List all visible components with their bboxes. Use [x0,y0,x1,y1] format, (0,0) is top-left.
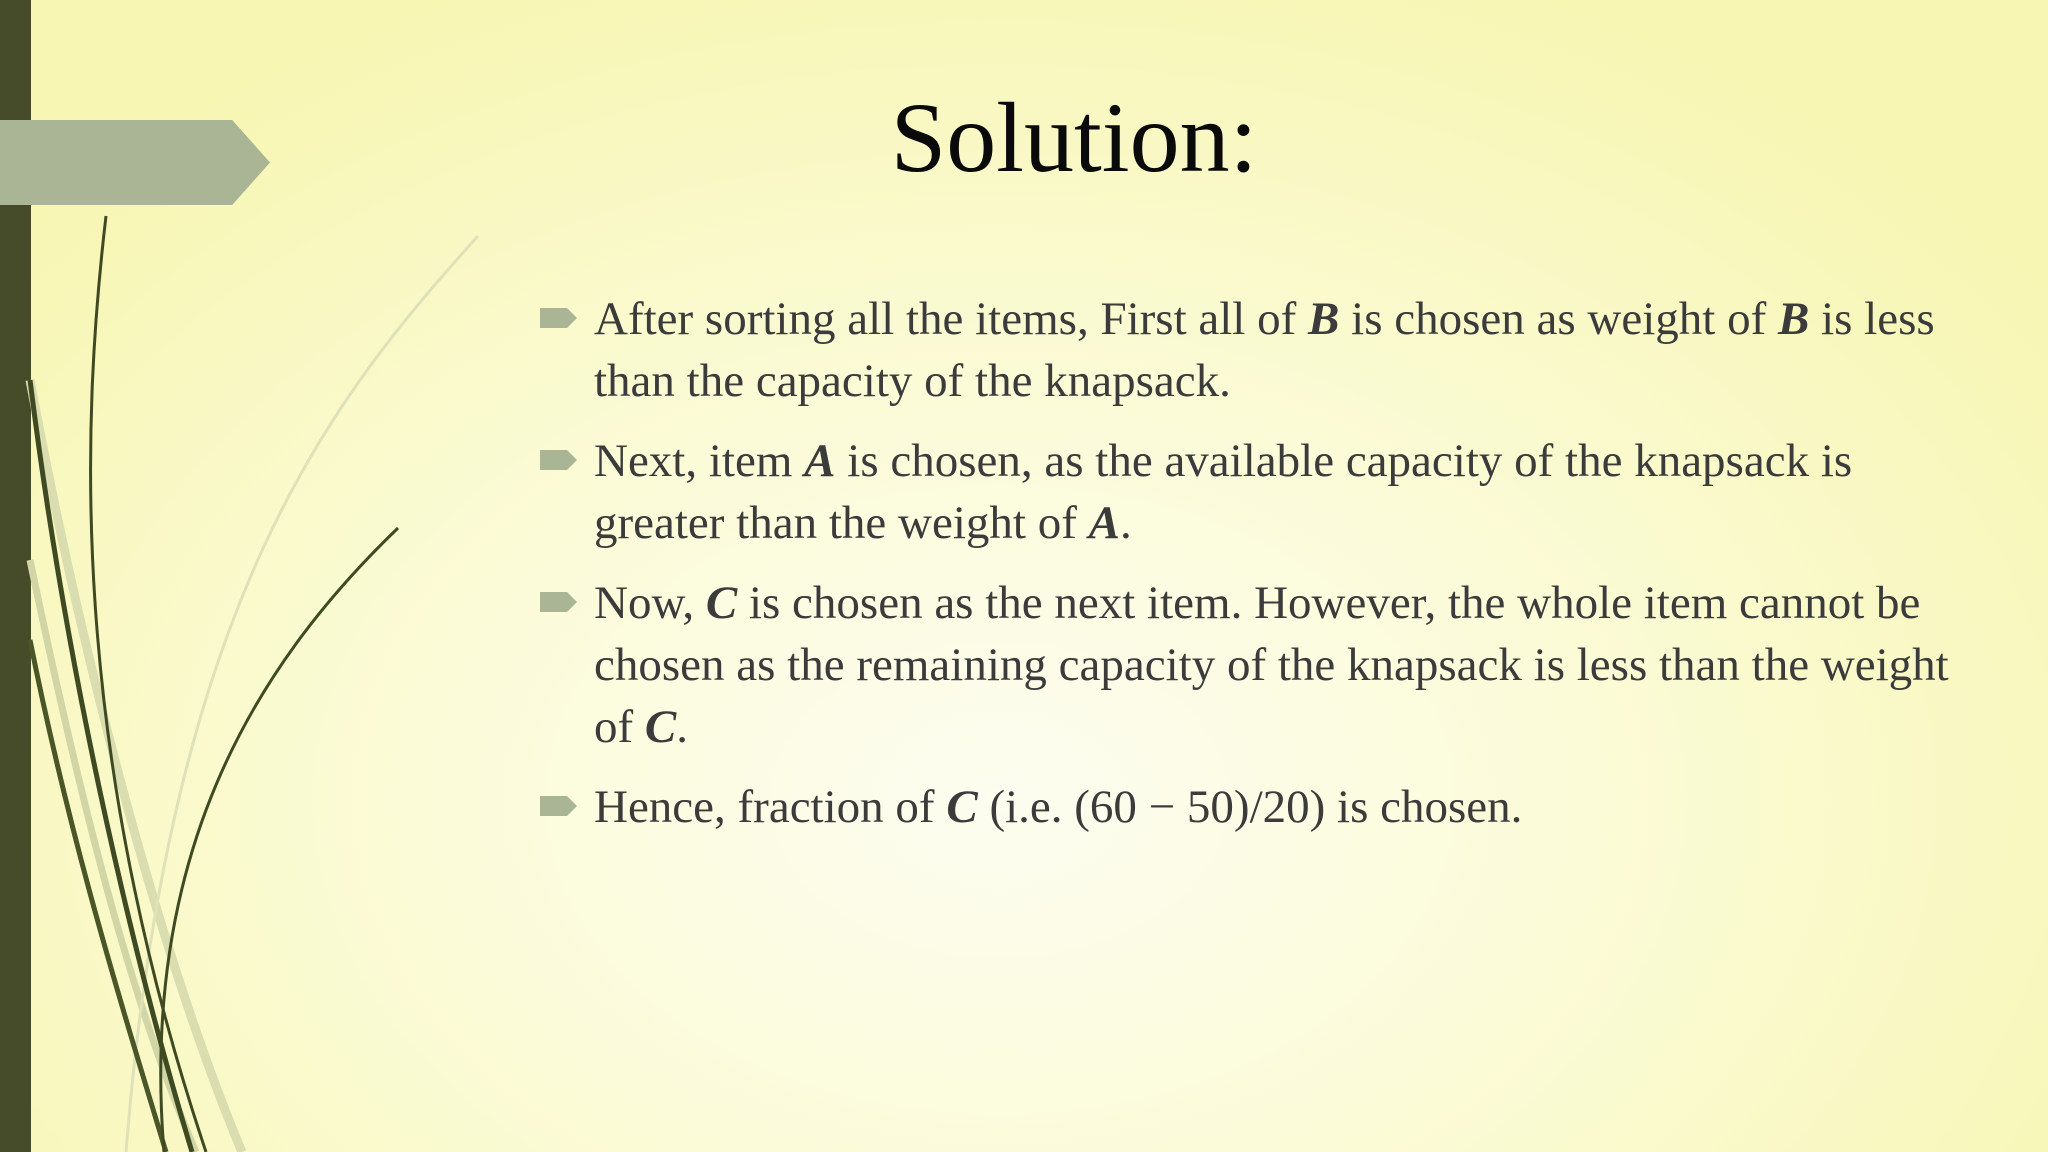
item-variable: C [946,781,978,833]
bullet-text: Now, [594,577,706,629]
item-variable: C [644,701,677,753]
bullet-text: (i.e. (60 − 50)/20) is chosen. [977,781,1523,833]
bullet-item [540,776,1980,838]
bullet-item [540,430,1980,554]
bullet-text: . [676,701,689,753]
bullet-item [540,288,1980,412]
arrow-bullet-icon [540,308,577,328]
item-variable: B [1777,293,1810,345]
bullet-text: is chosen as weight of [1339,293,1778,345]
item-variable: B [1308,293,1340,345]
bullet-text: is less than the capacity of the knapsack. [594,293,1935,407]
arrow-bullet-icon [540,796,577,816]
arrow-bullet-icon [540,450,577,470]
bullet-list [540,288,1980,856]
slide-title: Solution: [890,82,1258,193]
bullet-item [540,572,1980,758]
bullet-text: is chosen, as the available capacity of the knapsack is greater than the weight of [594,435,1853,549]
arrow-bullet-icon [540,592,577,612]
item-variable: C [705,577,738,629]
bullet-text: is chosen as the next item. However, the whole item cannot be chosen as the remaining capacity of the knapsack is less than the weight of [594,577,1949,753]
item-variable: A [1088,497,1120,549]
bullet-text: . [1119,497,1132,549]
item-variable: A [804,435,836,487]
bullet-text: Hence, fraction of [594,781,947,833]
bullet-text: After sorting all the items, First all of [594,293,1309,345]
bullet-text: Next, item [594,435,805,487]
